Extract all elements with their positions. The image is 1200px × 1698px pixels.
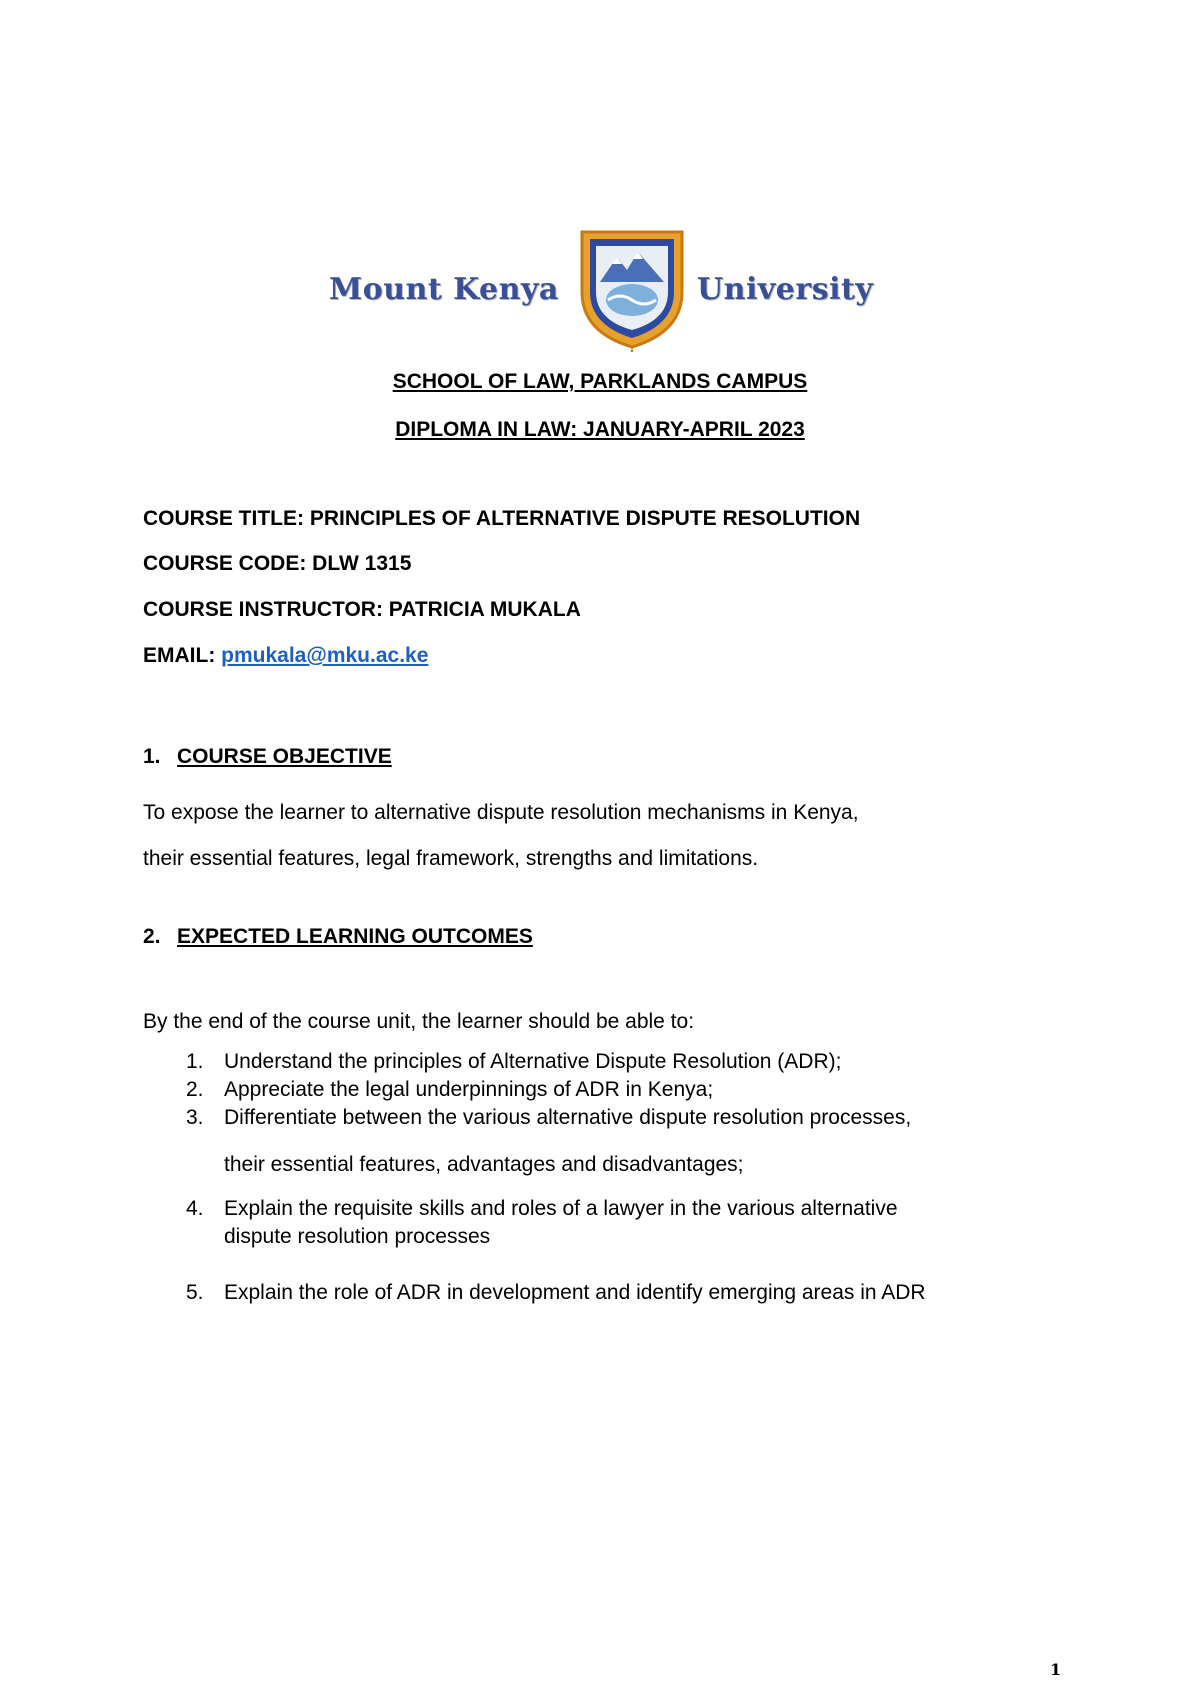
list-number: 1. — [186, 1050, 204, 1073]
logo-right-text: University — [697, 272, 874, 307]
university-logo — [325, 222, 885, 362]
section-title: EXPECTED LEARNING OUTCOMES — [177, 925, 533, 948]
list-item-continuation: their essential features, advantages and disadvantages; — [224, 1153, 744, 1176]
program-heading: DIPLOMA IN LAW: JANUARY-APRIL 2023 — [395, 418, 805, 441]
section-number: 1. — [143, 745, 161, 768]
list-text: Explain the role of ADR in development and identify emerging areas in ADR — [224, 1281, 926, 1304]
section-course-objective — [143, 745, 392, 769]
list-text: Understand the principles of Alternative Dispute Resolution (ADR); — [224, 1050, 842, 1073]
section-number: 2. — [143, 925, 161, 948]
logo-left-text: Mount Kenya — [329, 272, 559, 307]
list-number: 5. — [186, 1281, 204, 1304]
list-text: Appreciate the legal underpinnings of ADR in Kenya; — [224, 1078, 714, 1101]
list-number: 3. — [186, 1106, 204, 1129]
list-number: 4. — [186, 1197, 204, 1220]
list-text: Explain the requisite skills and roles of a lawyer in the various alternative — [224, 1197, 898, 1220]
email-line — [143, 644, 428, 668]
objective-line-1: To expose the learner to alternative dispute resolution mechanisms in Kenya, — [143, 801, 859, 824]
course-instructor: COURSE INSTRUCTOR: PATRICIA MUKALA — [143, 598, 581, 621]
email-label: EMAIL: — [143, 644, 222, 667]
section-title: COURSE OBJECTIVE — [177, 745, 392, 768]
crest-icon — [572, 222, 692, 352]
course-code: COURSE CODE: DLW 1315 — [143, 552, 412, 575]
page-number: 1 — [1050, 1660, 1062, 1679]
objective-line-2: their essential features, legal framework, strengths and limitations. — [143, 847, 759, 870]
outcomes-intro: By the end of the course unit, the learner should be able to: — [143, 1010, 695, 1033]
list-number: 2. — [186, 1078, 204, 1101]
email-link[interactable]: pmukala@mku.ac.ke — [221, 644, 429, 667]
section-learning-outcomes — [143, 925, 533, 949]
school-heading: SCHOOL OF LAW, PARKLANDS CAMPUS — [392, 370, 808, 393]
list-item-continuation: dispute resolution processes — [224, 1225, 491, 1248]
list-text: Differentiate between the various alternative dispute resolution processes, — [224, 1106, 912, 1129]
course-title: COURSE TITLE: PRINCIPLES OF ALTERNATIVE DISPUTE RESOLUTION — [143, 507, 861, 530]
